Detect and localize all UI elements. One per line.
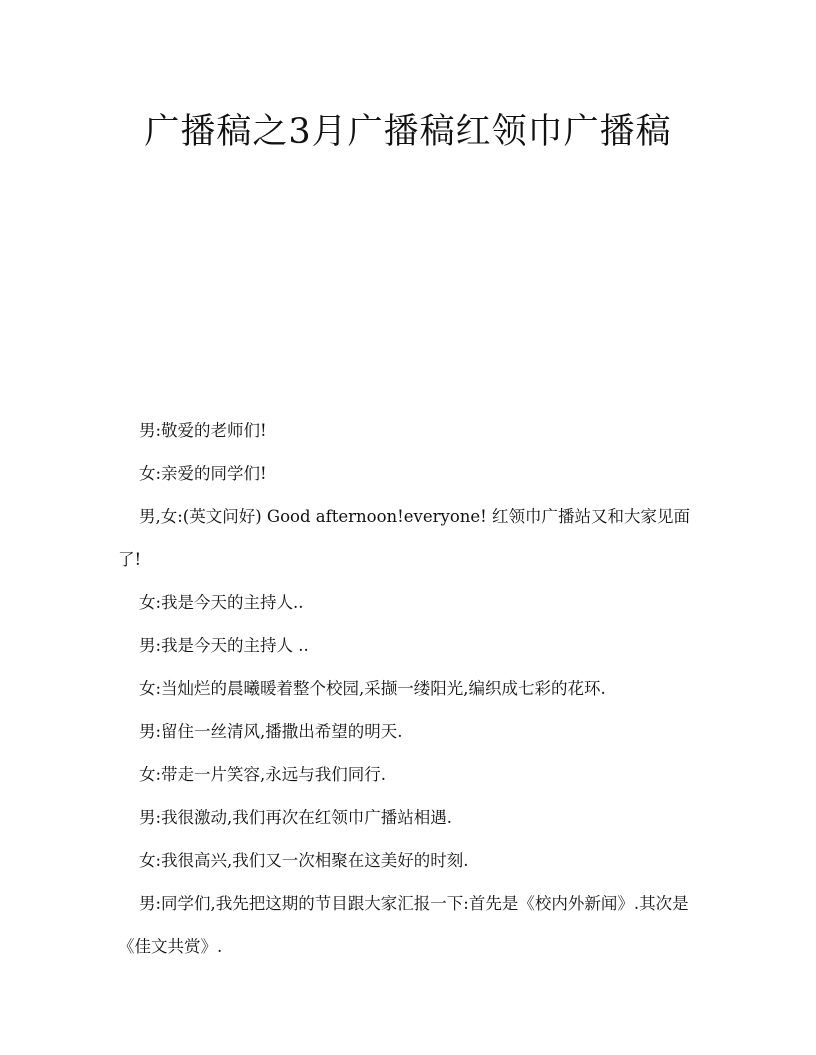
- paragraph: 男,女:(英文问好) Good afternoon!everyone! 红领巾广播站又和大家见面了!: [118, 507, 691, 569]
- paragraph: 男:我很激动,我们再次在红领巾广播站相遇.: [139, 808, 453, 827]
- paragraph: 女:我是今天的主持人..: [139, 593, 304, 612]
- paragraph: 女:我很高兴,我们又一次相聚在这美好的时刻.: [139, 851, 469, 870]
- paragraph: 男:留住一丝清风,播撒出希望的明天.: [139, 722, 403, 741]
- document-title: 广播稿之3月广播稿红领巾广播稿: [144, 112, 672, 152]
- paragraph: 男:我是今天的主持人 ..: [139, 636, 309, 655]
- paragraph: 女:带走一片笑容,永远与我们同行.: [139, 765, 387, 784]
- paragraph: 男:同学们,我先把这期的节目跟大家汇报一下:首先是《校内外新闻》.其次是《佳文共赏》.: [118, 894, 689, 956]
- paragraph: 女:当灿烂的晨曦暖着整个校园,采撷一缕阳光,编织成七彩的花环.: [139, 679, 606, 698]
- paragraph: 女:亲爱的同学们!: [139, 464, 267, 483]
- paragraph: 男:敬爱的老师们!: [139, 421, 267, 440]
- document-body: [118, 409, 702, 968]
